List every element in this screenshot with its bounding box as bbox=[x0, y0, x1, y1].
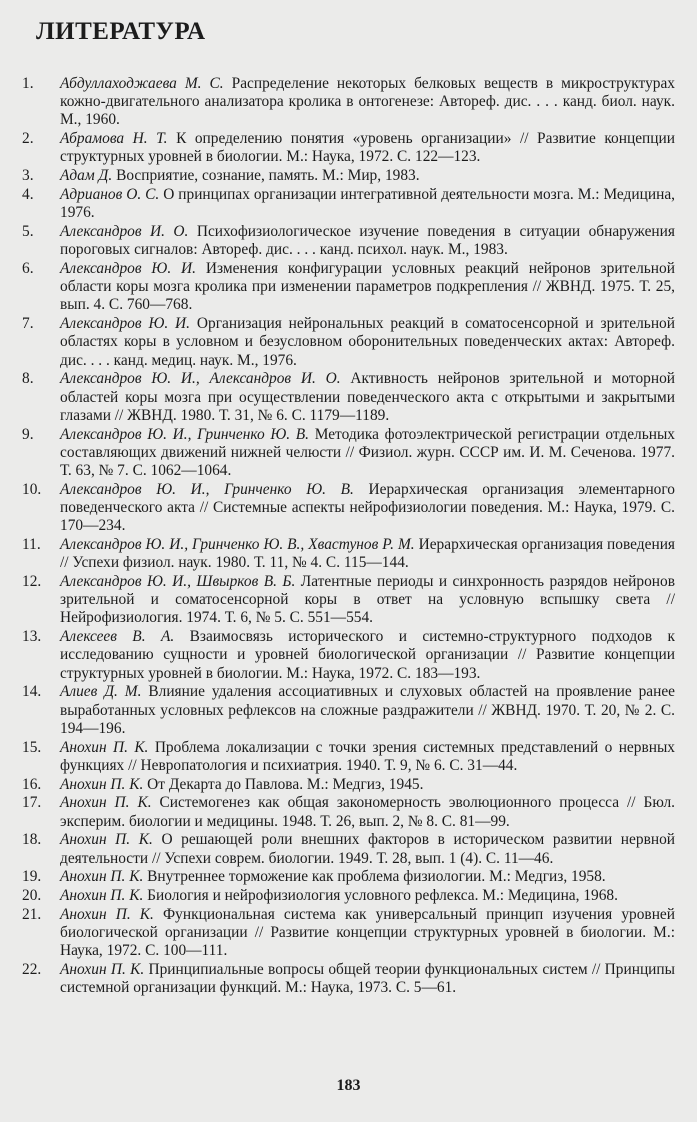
reference-number: 13. bbox=[22, 628, 42, 646]
reference-number: 5. bbox=[22, 223, 34, 240]
reference-author: Анохин П. К. bbox=[60, 887, 144, 905]
reference-number: 1. bbox=[22, 75, 34, 92]
reference-number: 14. bbox=[22, 683, 42, 701]
reference-number: 3. bbox=[22, 167, 34, 185]
reference-number: 17. bbox=[22, 794, 42, 812]
reference-text: Активность нейронов зрительной и моторной областей коры мозга при осуществлении поведенческого акта с открытыми и закрытыми глазами // ЖВНД. 1980. Т. 31, № 6. С. 1179—1189. bbox=[60, 370, 675, 424]
reference-body bbox=[60, 370, 675, 425]
reference-item bbox=[22, 426, 675, 481]
reference-text: Функциональная система как универсальный принцип изучения уровней биологической организации // Развитие концепции структурных уровней в биологии. М.: Наука, 1972. С. 100—111. bbox=[60, 906, 675, 960]
reference-number: 22. bbox=[22, 961, 42, 979]
reference-body bbox=[60, 739, 675, 775]
reference-author: Адрианов О. С. bbox=[60, 186, 160, 203]
reference-text: Психофизиологическое изучение поведения в ситуации обнаружения пороговых сигналов: Автореф. дис. . . . канд. психол. наук. М., 1983. bbox=[60, 223, 675, 259]
reference-author: Анохин П. К. bbox=[60, 775, 144, 793]
reference-item bbox=[22, 831, 675, 867]
reference-body bbox=[60, 130, 675, 166]
reference-body bbox=[60, 167, 675, 185]
reference-body bbox=[60, 260, 675, 315]
reference-number: 9. bbox=[22, 425, 34, 443]
reference-body bbox=[60, 868, 675, 886]
reference-text: Распределение некоторых белковых веществ в микроструктурах кожно-двигательного анализатора кролика в онтогенезе: Автореф. дис. . . . канд. биол. наук. М., 1960. bbox=[60, 75, 675, 129]
reference-number: 4. bbox=[22, 186, 34, 203]
reference-text: О принципах организации интегративной деятельности мозга. М.: Медицина, 1976. bbox=[60, 186, 676, 222]
reference-text: Иерархическая организация поведения // Успехи физиол. наук. 1980. Т. 11, № 4. С. 115—144. bbox=[60, 536, 676, 572]
reference-author: Анохин П. К. bbox=[60, 831, 153, 849]
reference-item bbox=[22, 739, 675, 775]
reference-item bbox=[22, 794, 675, 830]
reference-body bbox=[60, 794, 675, 830]
reference-number: 18. bbox=[22, 831, 42, 849]
reference-number: 16. bbox=[22, 775, 42, 793]
reference-item bbox=[22, 75, 675, 130]
reference-number: 6. bbox=[22, 260, 34, 277]
reference-body bbox=[60, 536, 675, 572]
reference-item bbox=[22, 573, 675, 628]
reference-author: Анохин П. К. bbox=[60, 794, 152, 812]
reference-body bbox=[60, 481, 675, 536]
reference-author: Адам Д. bbox=[60, 167, 113, 185]
reference-author: Абдуллаходжаева М. С. bbox=[60, 75, 224, 92]
reference-text: О решающей роли внешних факторов в историческом развитии нервной деятельности // Успехи соврем. биологии. 1949. Т. 28, вып. 1 (4). С. 11—46. bbox=[60, 831, 676, 867]
reference-author: Александров Ю. И., Гринченко Ю. В., Хвастунов Р. М. bbox=[60, 536, 415, 554]
reference-number: 2. bbox=[22, 130, 34, 148]
reference-author: Анохин П. К. bbox=[60, 868, 144, 886]
reference-text: Иерархическая организация элементарного поведенческого акта // Системные аспекты нейрофизиологии поведения. М.: Наука, 1979. С. 170—234. bbox=[60, 480, 675, 535]
reference-text: Принципиальные вопросы общей теории функциональных систем // Принципы системной организации функций. М.: Наука, 1973. С. 5—61. bbox=[60, 961, 675, 997]
reference-body bbox=[60, 628, 675, 683]
reference-number: 7. bbox=[22, 315, 34, 333]
reference-author: Анохин П. К. bbox=[60, 906, 154, 924]
reference-text: Изменения конфигурации условных реакций нейронов зрительной области коры мозга кролика при изменении параметров подкрепления // ЖВНД. 1975. Т. 25, вып. 4. С. 760—768. bbox=[60, 260, 675, 314]
reference-number: 11. bbox=[22, 536, 41, 554]
reference-author: Абрамова Н. Т. bbox=[60, 130, 168, 148]
reference-text: К определению понятия «уровень организации» // Развитие концепции структурных уровней в биологии. М.: Наука, 1972. С. 122—123. bbox=[60, 130, 675, 166]
reference-text: Восприятие, сознание, память. М.: Мир, 1983. bbox=[116, 167, 420, 185]
reference-author: Александров Ю. И., Гринченко Ю. В. bbox=[60, 425, 310, 443]
reference-author: Алиев Д. М. bbox=[60, 683, 142, 701]
reference-body bbox=[60, 426, 675, 481]
reference-text: Внутреннее торможение как проблема физиологии. М.: Медгиз, 1958. bbox=[147, 868, 606, 886]
reference-list bbox=[22, 75, 675, 998]
reference-text: Методика фотоэлектрической регистрации отдельных составляющих движений нижней челюсти // Физиол. журн. СССР им. И. М. Сеченова. 1977. Т. 63, № 7. С. 1062—1064. bbox=[60, 425, 675, 480]
reference-number: 15. bbox=[22, 738, 42, 756]
reference-number: 19. bbox=[22, 868, 42, 886]
reference-author: Александров Ю. И., Александров И. О. bbox=[60, 370, 341, 388]
reference-body bbox=[60, 573, 675, 628]
reference-author: Анохин П. К. bbox=[60, 961, 145, 979]
reference-body bbox=[60, 315, 675, 370]
reference-author: Александров Ю. И. bbox=[60, 315, 191, 333]
reference-item bbox=[22, 887, 675, 905]
reference-author: Александров И. О. bbox=[60, 223, 189, 240]
reference-text: Латентные периоды и синхронность разрядов нейронов зрительной и соматосенсорной коры в ответ на условную вспышку света // Нейрофизиология. 1974. Т. 6, № 5. С. 551—554. bbox=[60, 573, 675, 627]
reference-text: Проблема локализации с точки зрения системных представлений о нервных функциях // Невропатология и психиатрия. 1940. Т. 9, № 6. С. 31—44. bbox=[60, 738, 675, 774]
reference-text: Системогенез как общая закономерность эволюционного процесса // Бюл. эксперим. биологии и медицины. 1948. Т. 26, вып. 2, № 8. С. 81—99. bbox=[60, 794, 675, 830]
reference-item bbox=[22, 906, 675, 961]
reference-item bbox=[22, 223, 675, 259]
reference-number: 12. bbox=[22, 573, 42, 591]
reference-item bbox=[22, 868, 675, 886]
reference-item bbox=[22, 130, 675, 166]
reference-author: Александров Ю. И., Швырков В. Б. bbox=[60, 573, 296, 591]
reference-number: 21. bbox=[22, 906, 42, 924]
reference-author: Анохин П. К. bbox=[60, 738, 149, 756]
reference-item bbox=[22, 776, 675, 794]
reference-item bbox=[22, 370, 675, 425]
reference-item bbox=[22, 683, 675, 738]
reference-body bbox=[60, 683, 675, 738]
reference-text: От Декарта до Павлова. М.: Медгиз, 1945. bbox=[147, 775, 424, 793]
reference-text: Влияние удаления ассоциативных и слуховых областей на проявление ранее выработанных условных рефлексов на сложные раздражители // ЖВНД. 1970. Т. 20, № 2. С. 194—196. bbox=[60, 683, 676, 737]
reference-text: Биология и нейрофизиология условного рефлекса. М.: Медицина, 1968. bbox=[147, 887, 618, 905]
reference-text: Организация нейрональных реакций в соматосенсорной и зрительной областях коры в условном и безусловном оборонительных поведенческих актах: Автореф. дис. . . . канд. медиц. наук. М., 1976. bbox=[60, 315, 675, 369]
reference-item bbox=[22, 186, 675, 222]
reference-item bbox=[22, 315, 675, 370]
reference-number: 10. bbox=[22, 480, 42, 498]
reference-author: Алексеев В. А. bbox=[60, 628, 175, 646]
reference-body bbox=[60, 75, 675, 130]
reference-item bbox=[22, 536, 675, 572]
reference-author: Александров Ю. И. bbox=[60, 260, 196, 277]
reference-body bbox=[60, 831, 675, 867]
reference-item bbox=[22, 167, 675, 185]
reference-number: 8. bbox=[22, 370, 34, 388]
reference-number: 20. bbox=[22, 887, 42, 905]
reference-text: Взаимосвязь исторического и системно-структурного подходов к исследованию сущности и уровней биологической организации // Развитие концепции структурных уровней в биологии. М.: Наука, 1972. С. 183—193. bbox=[60, 628, 675, 682]
page-number: 183 bbox=[336, 1077, 361, 1094]
reference-body bbox=[60, 887, 675, 905]
reference-item bbox=[22, 628, 675, 683]
reference-item bbox=[22, 961, 675, 997]
page-title: ЛИТЕРАТУРА bbox=[36, 18, 206, 45]
reference-body bbox=[60, 776, 675, 794]
reference-body bbox=[60, 186, 675, 222]
reference-item bbox=[22, 481, 675, 536]
reference-body bbox=[60, 223, 675, 259]
reference-body bbox=[60, 906, 675, 961]
reference-body bbox=[60, 961, 675, 997]
reference-item bbox=[22, 260, 675, 315]
reference-author: Александров Ю. И., Гринченко Ю. В. bbox=[60, 480, 354, 498]
